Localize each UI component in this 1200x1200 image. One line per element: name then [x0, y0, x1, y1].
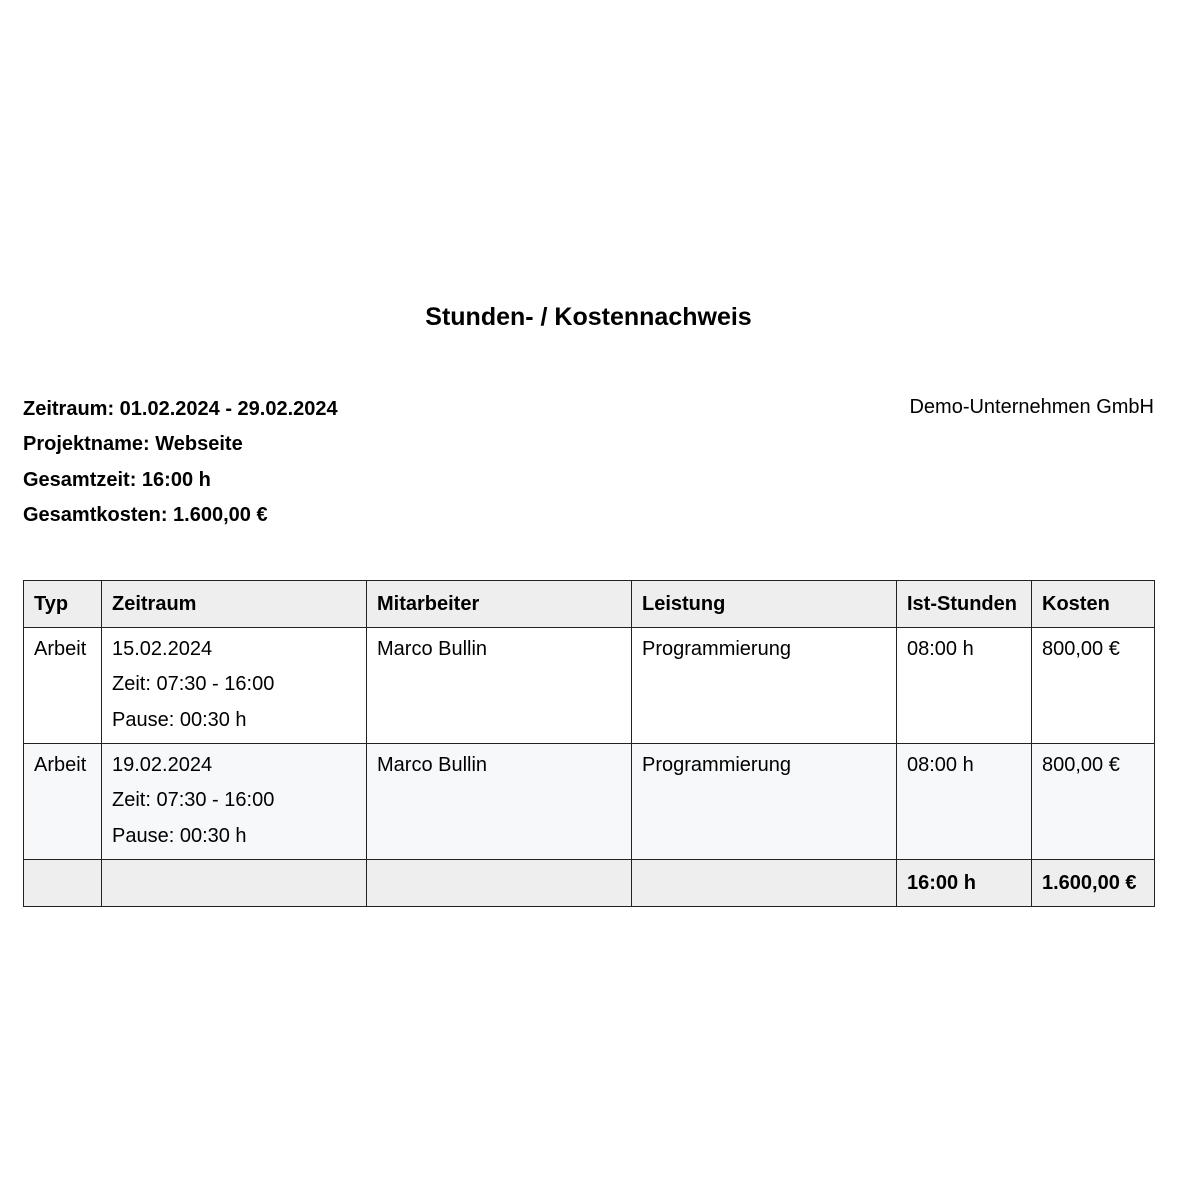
entry-date: 15.02.2024: [112, 638, 213, 660]
cell-ist-stunden: 08:00 h: [897, 744, 1032, 860]
header-zeitraum: Zeitraum: [102, 581, 367, 628]
header-typ: Typ: [24, 581, 102, 628]
meta-gesamtkosten: Gesamtkosten: 1.600,00 €: [23, 503, 268, 526]
total-stunden: 16:00 h: [897, 860, 1032, 907]
total-empty-cell: [632, 860, 897, 907]
cell-zeitraum: [102, 628, 367, 744]
header-mitarbeiter: Mitarbeiter: [367, 581, 632, 628]
page-title: Stunden- / Kostennachweis: [425, 303, 752, 331]
table-totals-row: [24, 860, 1155, 907]
entry-time: Zeit: 07:30 - 16:00: [112, 789, 275, 812]
meta-projektname: Projektname: Webseite: [23, 433, 243, 456]
cell-kosten: 800,00 €: [1032, 744, 1155, 860]
cell-kosten: 800,00 €: [1032, 628, 1155, 744]
meta-zeitraum: Zeitraum: 01.02.2024 - 29.02.2024: [23, 398, 338, 420]
header-leistung: Leistung: [632, 581, 897, 628]
company-name: Demo-Unternehmen GmbH: [909, 396, 1154, 418]
entry-time: Zeit: 07:30 - 16:00: [112, 673, 275, 696]
cell-ist-stunden: 08:00 h: [897, 628, 1032, 744]
entry-pause: Pause: 00:30 h: [112, 824, 247, 847]
time-cost-table: [23, 580, 1155, 907]
total-kosten: 1.600,00 €: [1032, 860, 1155, 907]
header-kosten: Kosten: [1032, 581, 1155, 628]
total-empty-cell: [102, 860, 367, 907]
cell-zeitraum: [102, 744, 367, 860]
table-row: [24, 628, 1155, 744]
report-meta: [23, 392, 338, 533]
table-row: [24, 744, 1155, 860]
cell-leistung: Programmierung: [632, 628, 897, 744]
header-ist-stunden: Ist-Stunden: [897, 581, 1032, 628]
cell-mitarbeiter: Marco Bullin: [367, 628, 632, 744]
cell-typ: Arbeit: [24, 744, 102, 860]
entry-date: 19.02.2024: [112, 754, 213, 776]
total-empty-cell: [367, 860, 632, 907]
entry-pause: Pause: 00:30 h: [112, 708, 247, 731]
table-header-row: [24, 581, 1155, 628]
cell-leistung: Programmierung: [632, 744, 897, 860]
cell-typ: Arbeit: [24, 628, 102, 744]
cell-mitarbeiter: Marco Bullin: [367, 744, 632, 860]
total-empty-cell: [24, 860, 102, 907]
meta-gesamtzeit: Gesamtzeit: 16:00 h: [23, 468, 211, 491]
